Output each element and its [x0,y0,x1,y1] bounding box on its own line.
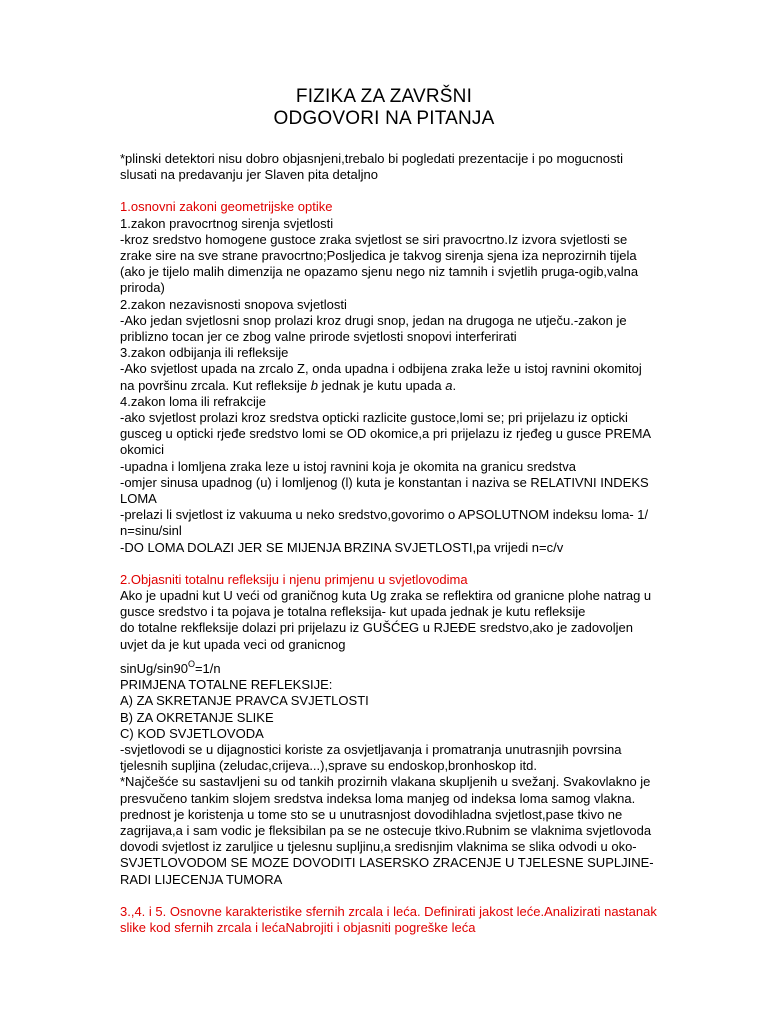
paragraph-line: 1.zakon pravocrtnog sirenja svjetlosti [120,215,334,231]
paragraph-line: PRIMJENA TOTALNE REFLEKSIJE: [120,677,333,693]
paragraph-line: B) ZA OKRETANJE SLIKE [120,709,274,725]
paragraph-line: tjelesnih supljina (zeludac,crijeva...),sprave su endoskop,bronhoskop itd. [120,758,537,774]
paragraph-line: -prelazi li svjetlost iz vakuuma u neko sredstvo,govorimo o APSOLUTNOM indeksu loma- 1/ [120,507,649,523]
paragraph-line: zagrijava,a i sam vodic je fleksibilan pa se ne ostecuje tkivo.Rubnim se vlaknima svjetlovoda [120,822,652,838]
paragraph-line: 4.zakon loma ili refrakcije [120,393,266,409]
paragraph-line: RADI LIJECENJA TUMORA [120,871,283,887]
paragraph-line: -DO LOMA DOLAZI JER SE MIJENJA BRZINA SVJETLOSTI,pa vrijedi n=c/v [120,539,564,555]
paragraph-line: do totalne rekfleksije dolazi pri prijelazu iz GUŠĆEG u RJEĐE sredstvo,ako je zadovoljen [120,620,634,636]
text-run: na površinu zrcala. Kut refleksije [120,377,311,393]
formula-text: =1/n [194,660,221,676]
paragraph-line: dovodi svjetlost iz zaruljice u tjelesnu supljinu,a sredisnjim vlaknima se slika odvodi u oko- [120,839,637,855]
paragraph-line: Ako je upadni kut U veći od graničnog kuta Ug zraka se reflektira od granicne plohe natrag u [120,588,652,604]
paragraph-line: presvučeno tankim slojem sredstva indeksa loma manjeg od indeksa loma samog vlakna. [120,790,636,806]
paragraph-line: gusceg u opticki rjeđe sredstvo lomi se OD okomice,a pri prijelazu iz rjeđeg u gusce PREMA [120,426,652,442]
document-body [120,151,657,936]
paragraph-line: okomici [120,442,165,458]
paragraph-line: -omjer sinusa upadnog (u) i lomljenog (l) kuta je konstantan i naziva se RELATIVNI INDEKS [120,474,649,490]
document-title-line-1: FIZIKA ZA ZAVRŠNI [295,86,473,107]
paragraph-line: uvjet da je kut upada veci od granicnog [120,636,346,652]
section-1-heading: 1.osnovni zakoni geometrijske optike [120,199,333,215]
paragraph-line: priroda) [120,280,165,296]
paragraph-line: 2.zakon nezavisnosti snopova svjetlosti [120,296,347,312]
paragraph-line [120,378,650,394]
paragraph-line: -Ako svjetlost upada na zrcalo Z, onda upadna i odbijena zraka leže u istoj ravnini okomitoj [120,361,642,377]
paragraph-line: -Ako jedan svjetlosni snop prolazi kroz drugi snop, jedan na drugoga ne utječu.-zakon je [120,312,627,328]
document-title-line-2: ODGOVORI NA PITANJA [273,108,495,129]
section-2-heading: 2.Objasniti totalnu refleksiju i njenu primjenu u svjetlovodima [120,571,468,587]
note-line: slusati na predavanju jer Slaven pita detaljno [120,167,379,183]
section-3-heading-line: 3.,4. i 5. Osnovne karakteristike sfernih zrcala i leća. Definirati jakost leće.Analizirati nastanak [120,903,657,919]
paragraph-line: zrake sire na sve strane pravocrtno;Posljedica je takvog sirenja sjena iza neprozirnih tijela [120,248,637,264]
paragraph-line: 3.zakon odbijanja ili refleksije [120,345,289,361]
paragraph-line: SVJETLOVODOM SE MOZE DOVODITI LASERSKO ZRACENJE U TJELESNE SUPLJINE- [120,855,654,871]
paragraph-line: n=sinu/sinl [120,523,182,539]
formula-line [120,658,650,677]
paragraph-line: LOMA [120,491,157,507]
paragraph-line: *Najčešće su sastavljeni su od tankih prozirnih vlakana skupljenih u svežanj. Svakovlakno je [120,774,651,790]
paragraph-line: prednost je koristenja u tome sto se u unutrasnjost dovodihladna svjetlost,pase tkivo ne [120,806,623,822]
text-run: jednak je kutu upada [318,377,446,393]
formula-text: sinUg/sin90 [120,660,188,676]
italic-symbol-a: a [445,377,453,393]
paragraph-line: (ako je tijelo malih dimenzija ne opazamo sjenu nego niz tamnih i svjetlih pruga-ogib,valna [120,264,639,280]
paragraph-line: C) KOD SVJETLOVODA [120,725,264,741]
paragraph-line: priblizno tocan jer ce zbog valne prirode svjetlosti snopovi interferirati [120,329,517,345]
degree-superscript: O [187,658,195,669]
paragraph-line: -upadna i lomljena zraka leze u istoj ravnini koja je okomita na granicu sredstva [120,458,576,474]
note-line: *plinski detektori nisu dobro objasnjeni,trebalo bi pogledati prezentacije i po mogucnosti [120,151,623,166]
italic-symbol-b: b [310,377,318,393]
paragraph-line: -ako svjetlost prolazi kroz sredstva opticki razlicite gustoce,lomi se; pri prijelazu iz opticki [120,410,628,426]
paragraph-line: A) ZA SKRETANJE PRAVCA SVJETLOSTI [120,693,369,709]
paragraph-line: -svjetlovodi se u dijagnostici koriste za osvjetljavanja i promatranja unutrasnjih povrsina [120,741,622,757]
section-3-heading-line: slike kod sfernih zrcala i lećaNabrojiti i objasniti pogreške leća [120,919,476,935]
paragraph-line: -kroz sredstvo homogene gustoce zraka svjetlost se siri pravocrtno.Iz izvora svjetlosti se [120,231,628,247]
paragraph-line: gusce sredstvo i ta pojava je totalna refleksija- kut upada jednak je kutu refleksije [120,604,586,620]
text-run: . [452,377,457,393]
